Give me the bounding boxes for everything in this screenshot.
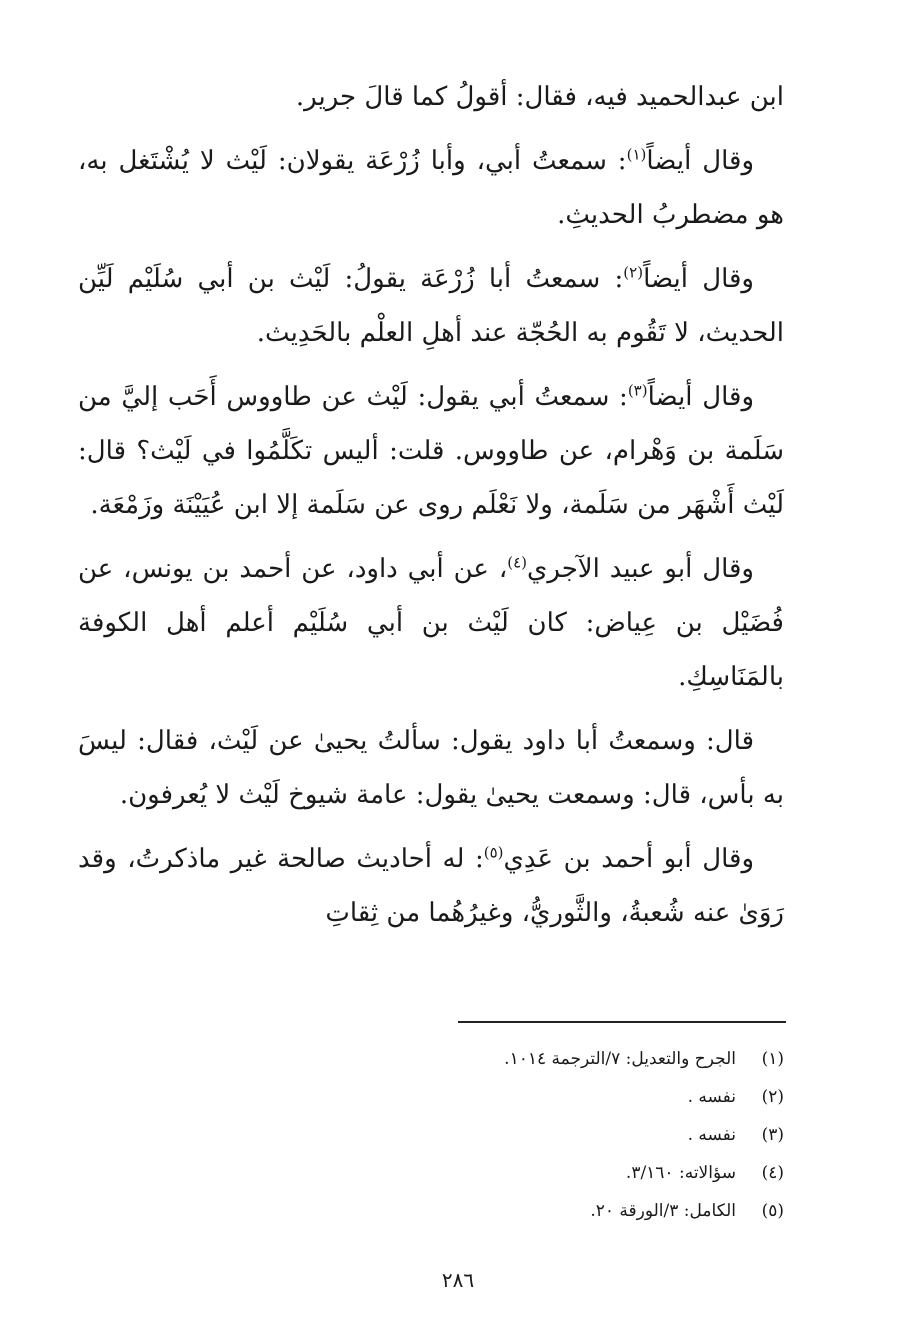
paragraph-text: : سمعتُ أبا زُرْعَة يقولُ: لَيْث بن أبي سُلَيْم لَيِّن الحديث، لا تَقُوم به الحُجّة عند أهلِ العلْم بالحَدِيث.: [78, 264, 784, 348]
paragraph-2: [78, 134, 784, 242]
footnote-4: [300, 1154, 784, 1192]
paragraph-5: [78, 542, 784, 704]
paragraph-text: وقال أيضاً: [647, 382, 754, 412]
paragraph-text: وقال أبو عبيد الآجري: [527, 554, 754, 584]
footnotes: [300, 1040, 784, 1230]
footnote-text: الجرح والتعديل: ٧/الترجمة ١٠١٤.: [504, 1049, 736, 1069]
footnote-text: نفسه .: [687, 1125, 736, 1145]
paragraph-text: وقال أيضاً: [646, 146, 754, 176]
footnote-ref-1: (١): [626, 145, 647, 164]
footnote-ref-4: (٤): [507, 553, 527, 572]
paragraph-4: [78, 370, 784, 532]
footnote-number: (٥): [761, 1201, 784, 1221]
footnote-number: (٢): [761, 1087, 784, 1107]
page-number: ٢٨٦: [441, 1268, 475, 1292]
footnote-number: (٣): [761, 1125, 784, 1145]
footnote-2: [300, 1078, 784, 1116]
footnote-separator: [458, 1021, 786, 1023]
paragraph-text: قال: وسمعتُ أبا داود يقول: سألتُ يحيىٰ عن لَيْث، فقال: ليسَ به بأس، قال: وسمعت يحيىٰ يقول: عامة شيوخ لَيْث لا يُعرفون.: [78, 726, 784, 810]
footnote-text: سؤالاته: ٣/١٦٠.: [625, 1163, 736, 1183]
footnote-1: [300, 1040, 784, 1078]
paragraph-text: ابن عبدالحميد فيه، فقال: أقولُ كما قالَ جرير.: [295, 82, 784, 112]
paragraph-1: [78, 70, 784, 124]
paragraph-text: : سمعتُ أبي يقول: لَيْث عن طاووس أَحَب إليَّ من سَلَمة بن وَهْرام، عن طاووس. قلت: أليس تكَلَّمُوا في لَيْث؟ قال: لَيْث أَشْهَر من سَلَمة، ولا نَعْلَم روى عن سَلَمة إلا ابن عُيَيْنَة وزَمْعَة.: [78, 382, 784, 520]
footnote-ref-3: (٣): [627, 381, 648, 400]
footnote-number: (٤): [761, 1163, 784, 1183]
page-body: [78, 70, 784, 950]
paragraph-text: وقال أبو أحمد بن عَدِي: [503, 844, 754, 874]
footnote-5: [300, 1192, 784, 1230]
footnote-ref-2: (٢): [623, 263, 644, 282]
paragraph-6: [78, 714, 784, 822]
footnote-text: نفسه .: [687, 1087, 736, 1107]
paragraph-3: [78, 252, 784, 360]
paragraph-text: وقال أيضاً: [643, 264, 754, 294]
paragraph-text: ، عن أبي داود، عن أحمد بن يونس، عن فُضَيْل بن عِياض: كان لَيْث بن أبي سُلَيْم أعلم أهل الكوفة بالمَنَاسِكِ.: [78, 554, 784, 692]
footnote-3: [300, 1116, 784, 1154]
paragraph-7: [78, 832, 784, 940]
paragraph-text: : سمعتُ أبي، وأبا زُرْعَة يقولان: لَيْث لا يُشْتَغل به، هو مضطربُ الحديثِ.: [78, 146, 784, 230]
footnote-ref-5: (٥): [483, 843, 504, 862]
footnote-number: (١): [761, 1049, 784, 1069]
footnote-text: الكامل: ٣/الورقة ٢٠.: [590, 1201, 736, 1221]
paragraph-text: : له أحاديث صالحة غير ماذكرتُ، وقد رَوَىٰ عنه شُعبةُ، والثَّوريُّ، وغيرُهُما من ثِقاتِ: [78, 844, 784, 928]
